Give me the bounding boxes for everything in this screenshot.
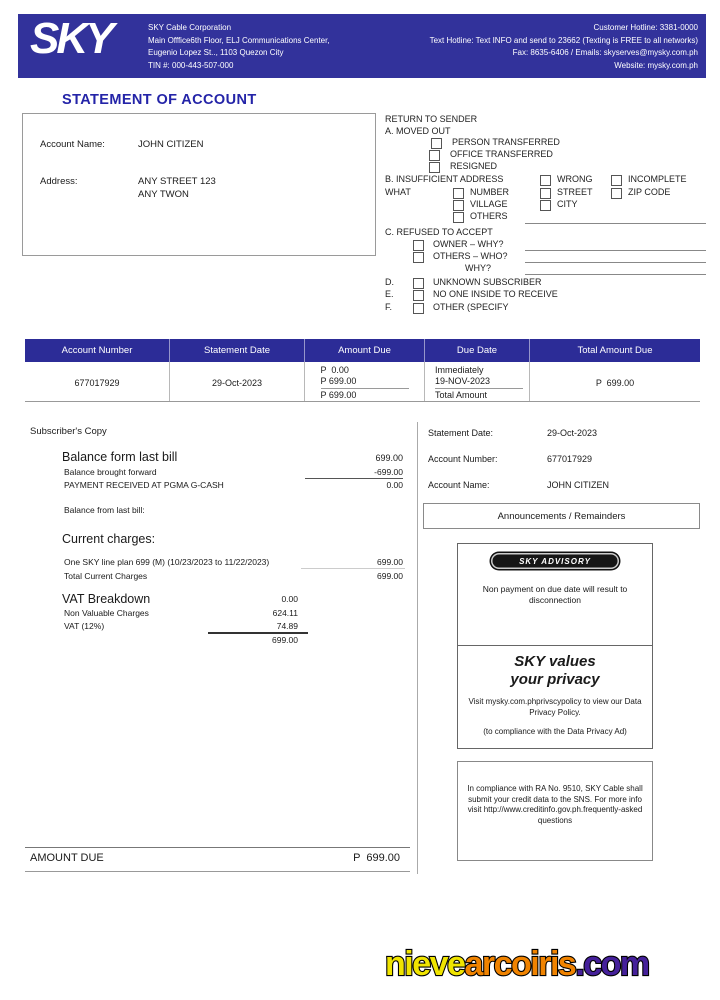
rts-zip-code-label: ZIP CODE <box>628 187 671 197</box>
checkbox-village <box>453 200 464 211</box>
rts-owner-why-label: OWNER – WHY? <box>433 239 504 249</box>
plan-charge-label: One SKY line plan 699 (M) (10/23/2023 to 11/22/2023) <box>64 557 270 567</box>
rts-no-one-inside-label: NO ONE INSIDE TO RECEIVE <box>433 289 558 299</box>
sky-advisory-badge: SKY ADVISORY <box>491 553 619 569</box>
ra-compliance-box <box>457 761 653 861</box>
header-account-number: Account Number <box>25 339 170 362</box>
checkbox-unknown-subscriber <box>413 278 424 289</box>
amount-due-divider <box>321 388 409 389</box>
vat-12-value: 74.89 <box>276 621 298 631</box>
balance-from-last-bill-label: Balance from last bill: <box>64 505 145 515</box>
vat-12-label: VAT (12%) <box>64 621 105 631</box>
rts-street-label: STREET <box>557 187 593 197</box>
announcements-box <box>423 503 700 529</box>
checkbox-others <box>453 212 464 223</box>
header-total-amount-due: Total Amount Due <box>577 345 653 356</box>
subscribers-copy-title: Subscriber's Copy <box>30 426 107 437</box>
checkbox-other-specify <box>413 303 424 314</box>
company-address-line2: Eugenio Lopez St.., 1103 Quezon City <box>148 48 284 57</box>
privacy-box <box>457 645 653 749</box>
announcements-title: Announcements / Remainders <box>497 510 626 522</box>
plan-charge-value: 699.00 <box>377 557 403 567</box>
balance-last-bill-label: Balance form last bill <box>62 450 178 464</box>
due-date-line1: Immediately <box>435 365 484 375</box>
balance-subtotal-line <box>305 478 403 479</box>
rp-statement-date-value: 29-Oct-2023 <box>547 428 598 438</box>
rts-resigned-label: RESIGNED <box>450 161 498 171</box>
summary-table-header-row <box>25 339 700 362</box>
amount-due-line1: P 0.00 <box>320 365 349 375</box>
charges-divider-line <box>301 568 405 569</box>
balance-last-bill-value: 699.00 <box>375 453 403 463</box>
privacy-note: (to compliance with the Data Privacy Ad) <box>483 727 627 736</box>
address-line2: ANY TWON <box>138 189 189 200</box>
checkbox-incomplete <box>611 175 622 186</box>
non-valuable-charges-value: 624.11 <box>272 608 298 618</box>
account-name-label: Account Name: <box>40 139 105 150</box>
rts-others-who-label: OTHERS – WHO? <box>433 251 508 261</box>
current-charges-title: Current charges: <box>62 532 156 546</box>
cell-total-amount-due: P 699.00 <box>595 378 635 388</box>
rp-statement-date-label: Statement Date: <box>428 428 494 438</box>
payment-received-value: 0.00 <box>386 480 403 490</box>
balance-brought-forward-value: -699.00 <box>374 467 403 477</box>
header-amount-due: Amount Due <box>305 339 425 362</box>
rp-account-name-value: JOHN CITIZEN <box>547 480 609 490</box>
privacy-title-line1: SKY values <box>514 653 596 670</box>
account-summary-table <box>25 339 700 402</box>
checkbox-street <box>540 188 551 199</box>
rts-wrong-label: WRONG <box>557 174 593 184</box>
others-who-write-line <box>525 262 706 263</box>
rts-unknown-subscriber-label: UNKNOWN SUBSCRIBER <box>433 277 542 287</box>
rts-office-transferred-label: OFFICE TRANSFERRED <box>450 149 553 159</box>
company-address-line1: Main Offfice6th Floor, ELJ Communications Center, <box>148 35 330 45</box>
ra-compliance-text: In compliance with RA No. 9510, SKY Cable shall submit your credit data to the SNS. For more info visit http://www.creditinfo.gov.ph.frequently-asked questions <box>467 784 643 825</box>
checkbox-zip-code <box>611 188 622 199</box>
cell-statement-date: 29-Oct-2023 <box>170 362 305 401</box>
checkbox-owner-why <box>413 240 424 251</box>
header-due-date: Due Date <box>425 339 530 362</box>
watermark-part2: arcoiris <box>464 945 576 983</box>
rts-e-letter: E. <box>385 289 394 299</box>
cell-amount-due <box>305 362 425 401</box>
vat-breakdown-value: 0.00 <box>281 594 298 604</box>
owner-why-write-line <box>525 250 706 251</box>
total-current-charges-value: 699.00 <box>377 571 403 581</box>
rts-others-label: OTHERS <box>470 211 508 221</box>
rts-section-c: C. REFUSED TO ACCEPT <box>385 227 493 237</box>
summary-table-body-row <box>25 362 700 402</box>
amount-due-value: P 699.00 <box>353 852 400 864</box>
rts-section-a: A. MOVED OUT <box>385 126 451 136</box>
fax-email: Fax: 8635-6406 / Emails: skyserves@mysky.com.ph <box>512 48 698 57</box>
advisory-text: Non payment on due date will result to disconnection <box>482 584 628 605</box>
checkbox-others-who <box>413 252 424 263</box>
rts-f-letter: F. <box>385 302 393 312</box>
rts-person-transferred-label: PERSON TRANSFERRED <box>452 137 560 147</box>
rp-account-number-value: 677017929 <box>547 454 593 464</box>
non-valuable-charges-label: Non Valuable Charges <box>64 608 149 618</box>
cell-account-number: 677017929 <box>25 362 170 401</box>
checkbox-wrong <box>540 175 551 186</box>
company-tin: TIN #: 000-443-507-000 <box>148 60 234 70</box>
sky-logo: SKY <box>30 14 112 63</box>
address-line1: ANY STREET 123 <box>138 176 216 187</box>
due-date-line3: Total Amount <box>435 390 488 400</box>
total-current-charges-label: Total Current Charges <box>64 571 148 581</box>
due-date-divider <box>435 388 523 389</box>
balance-brought-forward-label: Balance brought forward <box>64 467 157 477</box>
rp-account-name-label: Account Name: <box>428 480 490 490</box>
rts-other-specify-label: OTHER (SPECIFY <box>433 302 509 312</box>
privacy-body: Visit mysky.com.phprivscypolicy to view our Data Privacy Policy. <box>468 697 642 717</box>
website: Website: mysky.com.ph <box>614 60 698 70</box>
cell-due-date <box>425 362 530 401</box>
page-title: STATEMENT OF ACCOUNT <box>62 92 257 108</box>
why-write-line <box>525 274 706 275</box>
rts-why-label: WHY? <box>465 263 492 273</box>
header-statement-date: Statement Date <box>170 339 305 362</box>
vat-total-value: 699.00 <box>272 635 298 645</box>
rts-d-letter: D. <box>385 277 394 287</box>
rts-title: RETURN TO SENDER <box>385 114 478 124</box>
amount-due-label: AMOUNT DUE <box>30 852 104 864</box>
checkbox-person-transferred <box>431 138 442 149</box>
payment-received-label: PAYMENT RECEIVED AT PGMA G-CASH <box>64 480 224 490</box>
text-hotline: Text Hotline: Text INFO and send to 23662 (Texting is FREE to all networks) <box>429 35 698 45</box>
sky-advisory-box <box>457 543 653 646</box>
site-watermark <box>385 945 649 984</box>
address-label: Address: <box>40 176 78 187</box>
amount-due-line3: P 699.00 <box>320 390 357 400</box>
company-name: SKY Cable Corporation <box>148 23 232 32</box>
rts-village-label: VILLAGE <box>470 199 508 209</box>
amount-due-top-line <box>25 847 410 848</box>
rp-account-number-label: Account Number: <box>428 454 498 464</box>
due-date-line2: 19-NOV-2023 <box>435 376 491 386</box>
checkbox-office-transferred <box>429 150 440 161</box>
rts-city-label: CITY <box>557 199 578 209</box>
rts-number-label: NUMBER <box>470 187 510 197</box>
amount-due-line2: P 699.00 <box>320 376 357 386</box>
rts-incomplete-label: INCOMPLETE <box>628 174 687 184</box>
checkbox-number <box>453 188 464 199</box>
checkbox-resigned <box>429 162 440 173</box>
checkbox-no-one-inside <box>413 290 424 301</box>
account-name-value: JOHN CITIZEN <box>138 139 204 150</box>
rts-section-b: B. INSUFFICIENT ADDRESS <box>385 174 504 184</box>
vat-total-line <box>208 632 308 634</box>
rts-what-label: WHAT <box>385 187 411 197</box>
amount-due-bottom-line <box>25 871 410 872</box>
privacy-title-line2: your privacy <box>510 671 600 688</box>
column-divider <box>417 422 418 874</box>
customer-hotline: Customer Hotline: 3381-0000 <box>593 23 698 32</box>
watermark-part3: .com <box>575 945 649 983</box>
others-write-line <box>525 223 706 224</box>
vat-breakdown-title: VAT Breakdown <box>62 592 151 606</box>
checkbox-city <box>540 200 551 211</box>
watermark-part1: nieve <box>385 945 465 983</box>
